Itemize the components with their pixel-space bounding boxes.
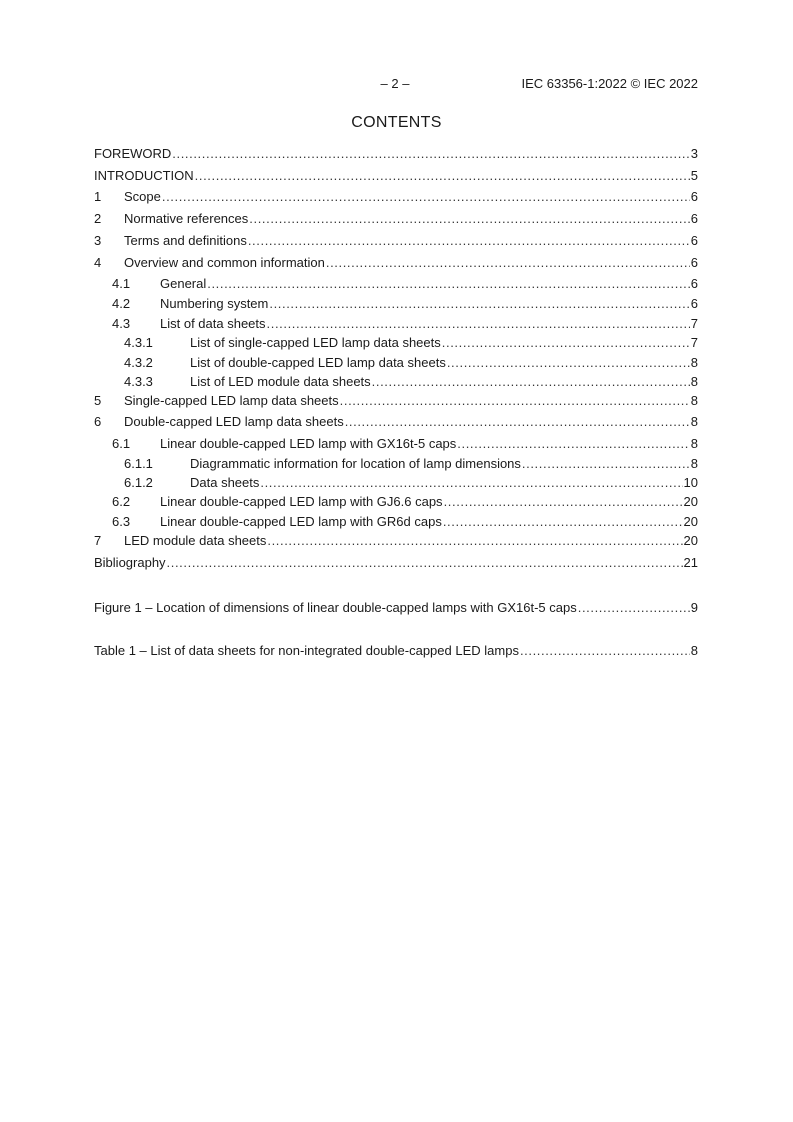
toc-entry-page: 5 xyxy=(690,168,698,183)
toc-entry-page: 8 xyxy=(690,393,698,408)
toc-dot-leader xyxy=(207,274,690,294)
toc-entry[interactable] xyxy=(94,512,698,532)
toc-entry-label: Terms and definitions xyxy=(124,233,247,248)
toc-entry-page: 10 xyxy=(683,475,698,490)
toc-entry[interactable] xyxy=(94,187,698,207)
toc-dot-leader xyxy=(267,531,682,551)
toc-entry[interactable] xyxy=(94,144,698,164)
toc-entry[interactable] xyxy=(94,492,698,512)
toc-entry-number: 7 xyxy=(94,533,102,548)
table-entry-page: 8 xyxy=(690,643,698,658)
toc-dot-leader xyxy=(195,166,690,186)
figure-entry[interactable] xyxy=(94,598,698,618)
toc-entry[interactable] xyxy=(94,553,698,573)
toc-entry-number: 4.3 xyxy=(112,316,131,331)
toc-entry-label: Overview and common information xyxy=(124,255,325,270)
toc-entry-number: 6.1.2 xyxy=(124,475,153,490)
toc-dot-leader xyxy=(457,434,689,454)
toc-entry-page: 20 xyxy=(683,494,698,509)
toc-entry-page: 21 xyxy=(683,555,698,570)
toc-entry[interactable] xyxy=(94,531,698,551)
document-reference: IEC 63356-1:2022 © IEC 2022 xyxy=(521,76,698,91)
toc-dot-leader xyxy=(522,454,690,474)
toc-entry-label: Linear double-capped LED lamp with GR6d caps xyxy=(160,514,442,529)
toc-entry-number: 6.1.1 xyxy=(124,456,153,471)
toc-entry-label: List of double-capped LED lamp data sheets xyxy=(190,355,446,370)
toc-entry[interactable] xyxy=(94,454,698,474)
toc-entry-number: 6.3 xyxy=(112,514,131,529)
toc-entry-page: 7 xyxy=(690,335,698,350)
toc-entry-page: 7 xyxy=(690,316,698,331)
figure-entry-page: 9 xyxy=(690,600,698,615)
toc-entry-page: 8 xyxy=(690,436,698,451)
toc-entry-page: 8 xyxy=(690,414,698,429)
toc-entry[interactable] xyxy=(94,391,698,411)
toc-entry-number: 4.2 xyxy=(112,296,131,311)
table-entry[interactable] xyxy=(94,641,698,661)
toc-entry-number: 6 xyxy=(94,414,102,429)
toc-entry-page: 6 xyxy=(690,233,698,248)
toc-entry[interactable] xyxy=(94,209,698,229)
toc-dot-leader xyxy=(443,512,683,532)
toc-dot-leader xyxy=(340,391,690,411)
toc-entry[interactable] xyxy=(94,314,698,334)
toc-entry[interactable] xyxy=(94,274,698,294)
toc-dot-leader xyxy=(442,333,690,353)
toc-entry-label: Data sheets xyxy=(190,475,260,490)
toc-entry-label: Numbering system xyxy=(160,296,269,311)
toc-entry-label: Normative references xyxy=(124,211,249,226)
toc-entry-page: 8 xyxy=(690,456,698,471)
toc-entry-page: 20 xyxy=(683,533,698,548)
toc-dot-leader xyxy=(447,353,690,373)
toc-entry-page: 6 xyxy=(690,189,698,204)
toc-dot-leader xyxy=(260,473,682,493)
toc-entry[interactable] xyxy=(94,372,698,392)
toc-dot-leader xyxy=(345,412,690,432)
toc-entry-label: Scope xyxy=(124,189,161,204)
toc-entry-page: 6 xyxy=(690,255,698,270)
toc-entry-page: 8 xyxy=(690,355,698,370)
toc-dot-leader xyxy=(269,294,689,314)
toc-entry[interactable] xyxy=(94,412,698,432)
toc-entry[interactable] xyxy=(94,294,698,314)
toc-dot-leader xyxy=(172,144,689,164)
table-entry-label: Table 1 – List of data sheets for non-integrated double-capped LED lamps xyxy=(94,643,519,658)
toc-entry-number: 4.3.2 xyxy=(124,355,153,370)
toc-entry-number: 4 xyxy=(94,255,102,270)
toc-entry-label: List of data sheets xyxy=(160,316,266,331)
toc-dot-leader xyxy=(167,553,683,573)
toc-entry-label: Linear double-capped LED lamp with GX16t-5 caps xyxy=(160,436,457,451)
toc-dot-leader xyxy=(249,209,689,229)
toc-entry-number: 1 xyxy=(94,189,102,204)
toc-dot-leader xyxy=(372,372,690,392)
figure-entry-label: Figure 1 – Location of dimensions of linear double-capped lamps with GX16t-5 caps xyxy=(94,600,577,615)
toc-entry-label: General xyxy=(160,276,207,291)
toc-entry-label: LED module data sheets xyxy=(124,533,267,548)
toc-entry-number: 3 xyxy=(94,233,102,248)
toc-entry-number: 4.3.3 xyxy=(124,374,153,389)
toc-entry-label: Single-capped LED lamp data sheets xyxy=(124,393,339,408)
toc-dot-leader xyxy=(520,641,690,661)
toc-entry[interactable] xyxy=(94,231,698,251)
toc-entry[interactable] xyxy=(94,473,698,493)
toc-entry-page: 20 xyxy=(683,514,698,529)
toc-entry-page: 3 xyxy=(690,146,698,161)
toc-entry-page: 6 xyxy=(690,211,698,226)
toc-entry-page: 8 xyxy=(690,374,698,389)
toc-entry-label: Double-capped LED lamp data sheets xyxy=(124,414,344,429)
contents-title: CONTENTS xyxy=(351,114,442,131)
toc-entry-label: Bibliography xyxy=(94,555,166,570)
page-number: – 2 – xyxy=(380,76,410,91)
toc-entry-number: 2 xyxy=(94,211,102,226)
toc-entry-label: INTRODUCTION xyxy=(94,168,194,183)
toc-entry-number: 5 xyxy=(94,393,102,408)
list-of-figures xyxy=(94,598,698,618)
toc-dot-leader xyxy=(326,253,690,273)
toc-dot-leader xyxy=(444,492,683,512)
toc-entry-number: 6.1 xyxy=(112,436,131,451)
toc-entry[interactable] xyxy=(94,333,698,353)
toc-entry-number: 4.1 xyxy=(112,276,131,291)
toc-dot-leader xyxy=(248,231,690,251)
list-of-tables xyxy=(94,641,698,661)
toc-entry-number: 6.2 xyxy=(112,494,131,509)
toc-entry-label: Linear double-capped LED lamp with GJ6.6 caps xyxy=(160,494,443,509)
toc-entry-number: 4.3.1 xyxy=(124,335,153,350)
toc-entry-label: Diagrammatic information for location of lamp dimensions xyxy=(190,456,521,471)
toc-entry-page: 6 xyxy=(690,276,698,291)
toc-dot-leader xyxy=(267,314,690,334)
toc-dot-leader xyxy=(578,598,690,618)
toc-entry[interactable] xyxy=(94,253,698,273)
toc-entry[interactable] xyxy=(94,166,698,186)
toc-entry[interactable] xyxy=(94,353,698,373)
toc-entry-label: List of single-capped LED lamp data sheets xyxy=(190,335,441,350)
toc-entry-page: 6 xyxy=(690,296,698,311)
toc-entry-label: FOREWORD xyxy=(94,146,172,161)
toc-dot-leader xyxy=(162,187,690,207)
toc-entry[interactable] xyxy=(94,434,698,454)
toc-entry-label: List of LED module data sheets xyxy=(190,374,371,389)
